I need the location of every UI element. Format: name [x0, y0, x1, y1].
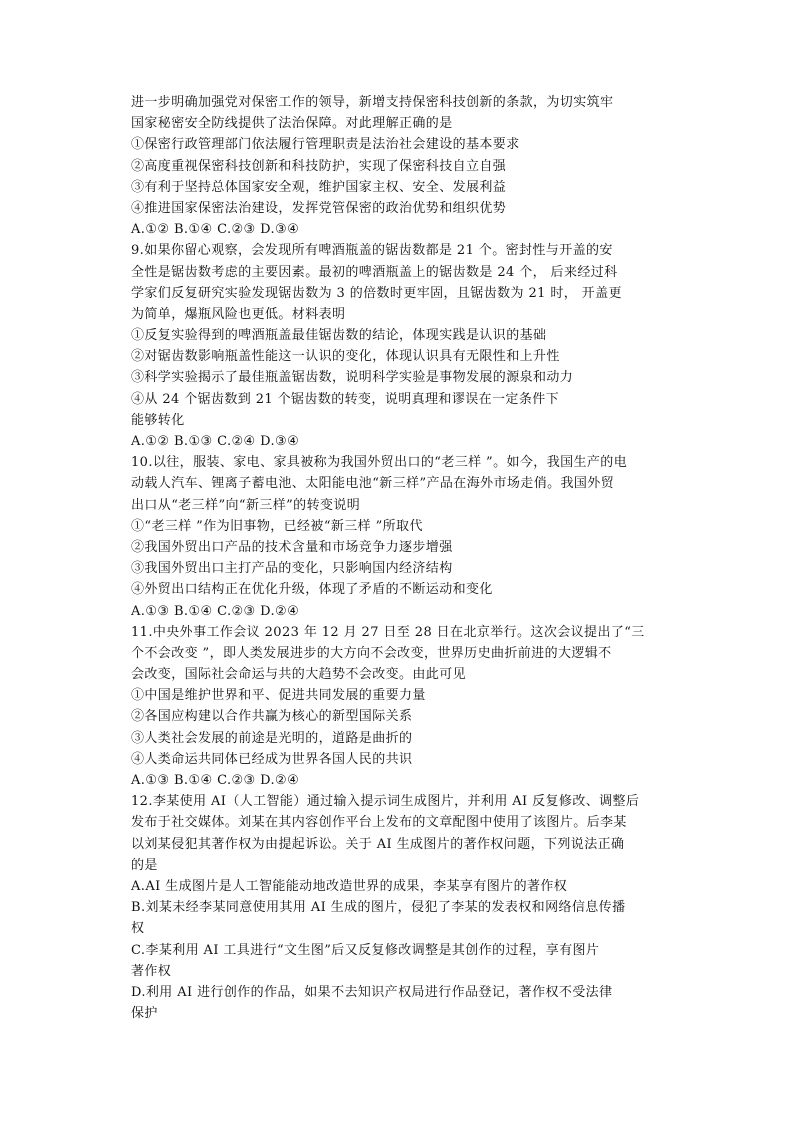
text-line: 以刘某侵犯其著作权为由提起诉讼。关于 AI 生成图片的著作权问题，下列说法正确 [131, 836, 625, 852]
text-line: 权 [131, 921, 145, 937]
answer-choices: A.①② B.①④ C.②③ D.③④ [131, 222, 300, 238]
text-line: 个不会改变 ”，即人类发展进步的大方向不会改变，世界历史曲折前进的大逻辑不 [131, 645, 612, 661]
text-line: 学家们反复研究实验发现锯齿数为 3 的倍数时更牢固，且锯齿数为 21 时， 开盖更 [131, 285, 622, 301]
text-line: 发布于社交媒体。刘某在其内容创作平台上发布的文章配图中使用了该图片。后李某 [131, 815, 627, 831]
option-statement: ②我国外贸出口产品的技术含量和市场竞争力逐步增强 [131, 539, 453, 555]
answer-choices: A.①② B.①③ C.②④ D.③④ [131, 434, 300, 449]
text-line: 国家秘密安全防线提供了法治保障。对此理解正确的是 [131, 116, 453, 132]
answer-option-d: D.利用 AI 进行创作的作品，如果不去知识产权局进行作品登记，著作权不受法律 [131, 984, 613, 1000]
question-10-stem: 10.以往，服装、家电、家具被称为我国外贸出口的“老三样 ”。如今，我国生产的电 [131, 455, 628, 471]
option-statement: ④人类命运共同体已经成为世界各国人民的共识 [131, 751, 413, 767]
option-statement: ①中国是维护世界和平、促进共同发展的重要力量 [131, 688, 426, 704]
option-statement: ③人类社会发展的前途是光明的，道路是曲折的 [131, 730, 413, 746]
option-statement: ③我国外贸出口主打产品的变化，只影响国内经济结构 [131, 561, 453, 577]
document-page [131, 92, 671, 1024]
answer-option-c: C.李某利用 AI 工具进行“文生图”后又反复修改调整是其创作的过程，享有图片 [131, 942, 600, 958]
option-statement: ④推进国家保密法治建设，发挥党管保密的政治优势和组织优势 [131, 200, 507, 216]
text-line: 著作权 [131, 963, 172, 979]
question-9-stem: 9.如果你留心观察，会发现所有啤酒瓶盖的锯齿数都是 21 个。密封性与开盖的安 [131, 243, 613, 259]
answer-option-b: B.刘某未经李某同意使用其用 AI 生成的图片，侵犯了李某的发表权和网络信息传播 [131, 900, 626, 916]
answer-choices: A.①③ B.①④ C.②③ D.②④ [131, 773, 300, 788]
option-statement: ④外贸出口结构正在优化升级，体现了矛盾的不断运动和变化 [131, 582, 493, 598]
option-statement: ①“老三样 ”作为旧事物，已经被“新三样 ”所取代 [131, 518, 423, 534]
option-statement: ④从 24 个锯齿数到 21 个锯齿数的转变，说明真理和谬误在一定条件下 [131, 391, 560, 407]
text-line: 为简单，爆瓶风险也更低。材料表明 [131, 306, 346, 322]
text-line: 会改变，国际社会命运与共的大趋势不会改变。由此可见 [131, 667, 467, 683]
text-line: 的是 [131, 857, 158, 873]
text-line: 动载人汽车、锂离子蓄电池、太阳能电池“新三样”产品在海外市场走俏。我国外贸 [131, 476, 615, 492]
text-line: 全性是锯齿数考虑的主要因素。最初的啤酒瓶盖上的锯齿数是 24 个， 后来经过科 [131, 264, 618, 280]
text-line: 能够转化 [131, 412, 185, 428]
question-12-stem: 12.李某使用 AI（人工智能）通过输入提示词生成图片，并利用 AI 反复修改、调整后 [131, 794, 640, 810]
answer-option-a: A.AI 生成图片是人工智能能动地改造世界的成果，李某享有图片的著作权 [131, 878, 568, 894]
option-statement: ③有利于坚持总体国家安全观，维护国家主权、安全、发展利益 [131, 179, 507, 195]
option-statement: ②各国应构建以合作共赢为核心的新型国际关系 [131, 709, 413, 725]
option-statement: ②高度重视保密科技创新和科技防护，实现了保密科技自立自强 [131, 158, 507, 174]
option-statement: ②对锯齿数影响瓶盖性能这一认识的变化，体现认识具有无限性和上升性 [131, 349, 560, 365]
text-line: 出口从“老三样”向“新三样”的转变说明 [131, 497, 361, 513]
question-11-stem: 11.中央外事工作会议 2023 年 12 月 27 日至 28 日在北京举行。这次会议提出了“三 [131, 624, 645, 640]
option-statement: ③科学实验揭示了最佳瓶盖锯齿数，说明科学实验是事物发展的源泉和动力 [131, 370, 574, 386]
answer-choices: A.①③ B.①④ C.②③ D.②④ [131, 603, 300, 619]
option-statement: ①保密行政管理部门依法履行管理职责是法治社会建设的基本要求 [131, 137, 520, 153]
text-line: 保护 [131, 1006, 158, 1022]
option-statement: ①反复实验得到的啤酒瓶盖最佳锯齿数的结论，体现实践是认识的基础 [131, 328, 547, 344]
text-line: 进一步明确加强党对保密工作的领导，新增支持保密科技创新的条款，为切实筑牢 [131, 95, 614, 110]
